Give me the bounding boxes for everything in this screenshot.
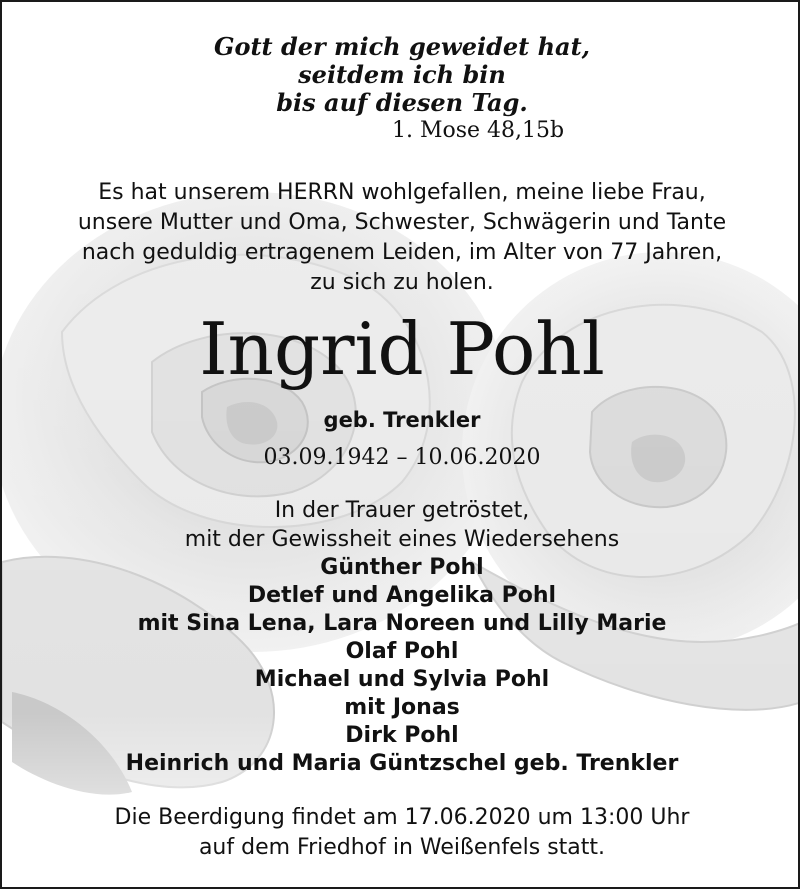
intro-line: zu sich zu holen. — [310, 270, 494, 295]
mourner-line: Heinrich und Maria Güntzschel geb. Trenkler — [125, 751, 679, 776]
intro-line: Es hat unserem HERRN wohlgefallen, meine liebe Frau, — [98, 180, 706, 205]
funeral-line: Die Beerdigung findet am 17.06.2020 um 13:00 Uhr — [114, 805, 690, 830]
obituary-text — [2, 2, 800, 889]
verse-reference: 1. Mose 48,15b — [392, 118, 565, 143]
mourning-line: In der Trauer getröstet, — [274, 498, 530, 523]
mourner-line: Dirk Pohl — [345, 723, 459, 748]
intro-line: nach geduldig ertragenem Leiden, im Alter von 77 Jahren, — [81, 240, 723, 265]
mourner-line: Olaf Pohl — [345, 639, 459, 664]
life-dates: 03.09.1942 – 10.06.2020 — [263, 445, 541, 470]
verse-line: bis auf diesen Tag. — [276, 88, 528, 117]
mourner-line: Detlef und Angelika Pohl — [247, 583, 557, 608]
mourner-line: Günther Pohl — [320, 555, 484, 580]
verse-line: Gott der mich geweidet hat, — [213, 32, 591, 61]
mourner-line: mit Jonas — [344, 695, 460, 720]
funeral-line: auf dem Friedhof in Weißenfels statt. — [198, 835, 606, 860]
mourning-line: mit der Gewissheit eines Wiedersehens — [184, 527, 620, 552]
maiden-name: geb. Trenkler — [323, 408, 481, 432]
deceased-name: Ingrid Pohl — [199, 307, 605, 391]
intro-line: unsere Mutter und Oma, Schwester, Schwägerin und Tante — [77, 210, 727, 235]
mourner-line: Michael und Sylvia Pohl — [254, 667, 550, 692]
mourner-line: mit Sina Lena, Lara Noreen und Lilly Marie — [137, 611, 667, 636]
verse-line: seitdem ich bin — [298, 60, 506, 89]
